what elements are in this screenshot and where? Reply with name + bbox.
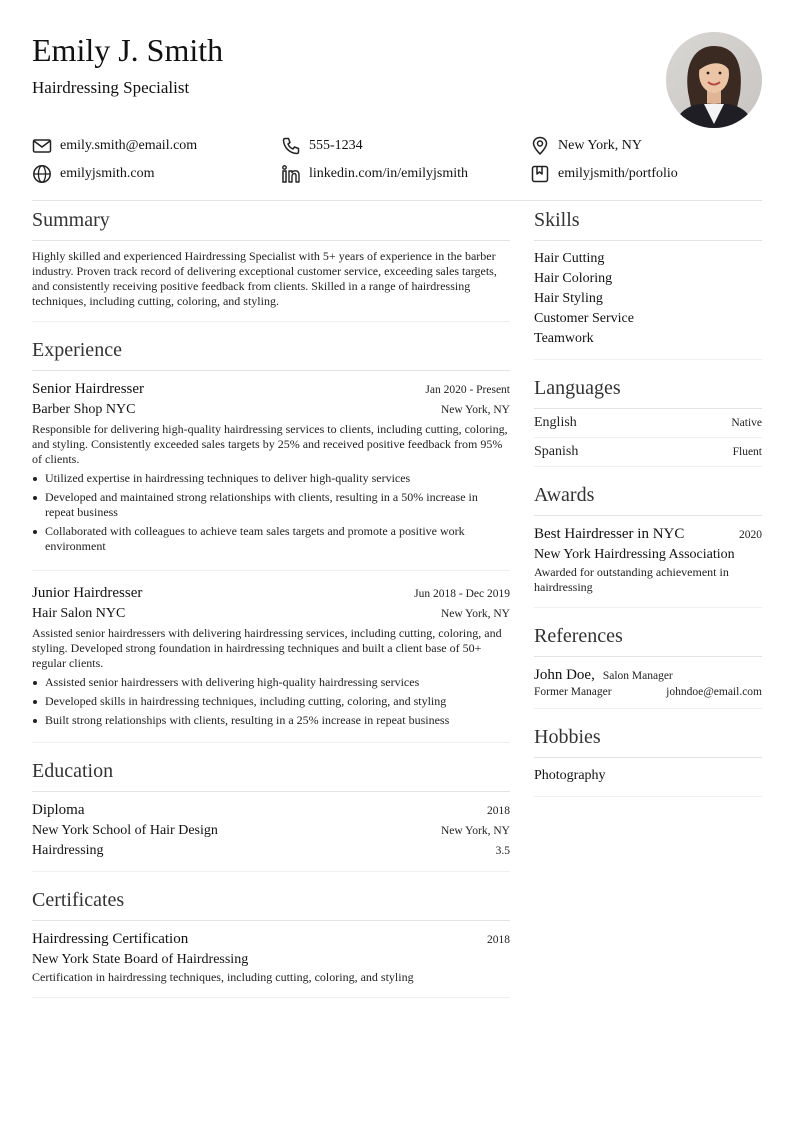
website-text: emilyjsmith.com: [60, 166, 155, 181]
contact-email[interactable]: [32, 134, 197, 158]
references-section: [534, 622, 762, 709]
education-location: New York, NY: [440, 825, 510, 837]
certificate-description: Certification in hairdressing techniques, including cutting, coloring, and styling: [32, 970, 414, 984]
phone-text: 555-1234: [309, 138, 363, 153]
hobbies-title: Hobbies: [534, 723, 762, 758]
summary-text: Highly skilled and experienced Hairdressing Specialist with 5+ years of experience in the barber industry. Proven track record of delivering exceptional customer service, exceeding sales targets, and consistently receiving positive feedback from clients. Skilled in a range of hairdressing techniques, including cutting, coloring, and styling.: [32, 249, 497, 308]
job-bullet: Built strong relationships with clients, resulting in a 25% increase in repeat business: [32, 713, 510, 728]
job-dates: Jan 2020 - Present: [425, 384, 510, 396]
reference-email[interactable]: johndoe@email.com: [666, 686, 762, 698]
job-description: Assisted senior hairdressers with delivering hairdressing services, including cutting, coloring, and styling. Developed strong foundation in hairdressing techniques and built a client base of 50+ regular clients.: [32, 626, 502, 670]
contact-portfolio[interactable]: [530, 162, 678, 186]
reference-name: John Doe,: [534, 667, 595, 683]
education-gpa: 3.5: [495, 845, 510, 857]
experience-item: [32, 379, 510, 571]
job-description: Responsible for delivering high-quality hairdressing services to clients, including cutting, coloring, and styling. Consistently exceeded sales targets by 25% and received positive feedback from 95% of clients.: [32, 422, 508, 466]
languages-title: Languages: [534, 374, 762, 409]
job-bullet: Developed skills in hairdressing techniques, including cutting, coloring, and styling: [32, 694, 510, 709]
resume-page: [32, 0, 762, 1123]
globe-icon: [32, 164, 52, 184]
hobby-item: Photography: [534, 768, 606, 783]
language-name: Spanish: [534, 444, 579, 459]
hobbies-section: [534, 723, 762, 797]
contact-linkedin[interactable]: [281, 162, 468, 186]
header-divider: [32, 200, 762, 201]
skill-item: Hair Coloring: [534, 271, 613, 286]
awards-section: [534, 481, 762, 608]
contact-location: [530, 134, 642, 158]
bookmark-icon: [530, 164, 550, 184]
experience-item: [32, 571, 510, 743]
job-role: Senior Hairdresser: [32, 381, 145, 397]
language-level: Fluent: [732, 446, 762, 458]
job-bullet: Utilized expertise in hairdressing techniques to deliver high-quality services: [32, 471, 510, 486]
references-title: References: [534, 622, 762, 657]
education-year: 2018: [487, 805, 510, 817]
job-bullets: [32, 675, 510, 728]
right-column: [534, 206, 762, 797]
reference-position: Salon Manager: [602, 670, 673, 682]
language-row: [534, 438, 762, 467]
experience-title: Experience: [32, 336, 510, 371]
education-degree: Diploma: [32, 802, 85, 818]
candidate-role: Hairdressing Specialist: [32, 78, 190, 97]
job-location: New York, NY: [440, 404, 510, 416]
reference-relation: Former Manager: [534, 686, 612, 698]
summary-section: [32, 206, 510, 322]
job-bullet: Assisted senior hairdressers with delivering high-quality hairdressing services: [32, 675, 510, 690]
education-title: Education: [32, 757, 510, 792]
skills-section: [534, 206, 762, 360]
skill-item: Teamwork: [534, 331, 594, 346]
experience-section: [32, 336, 510, 743]
job-company: Hair Salon NYC: [32, 606, 126, 621]
linkedin-icon: [281, 164, 301, 184]
certificate-name: Hairdressing Certification: [32, 931, 189, 947]
candidate-name: Emily J. Smith: [32, 32, 224, 68]
job-bullet: Developed and maintained strong relationships with clients, resulting in a 50% increase in repeat business: [32, 490, 510, 520]
language-level: Native: [731, 417, 762, 429]
profile-photo: [666, 32, 762, 128]
map-pin-icon: [530, 136, 550, 156]
skill-item: Hair Styling: [534, 291, 603, 306]
award-issuer: New York Hairdressing Association: [534, 547, 735, 562]
summary-title: Summary: [32, 206, 510, 241]
languages-section: [534, 374, 762, 467]
language-row: [534, 409, 762, 438]
education-field: Hairdressing: [32, 843, 104, 858]
contact-phone[interactable]: [281, 134, 363, 158]
job-dates: Jun 2018 - Dec 2019: [414, 588, 510, 600]
education-school: New York School of Hair Design: [32, 823, 218, 838]
awards-title: Awards: [534, 481, 762, 516]
location-text: New York, NY: [558, 138, 643, 153]
mail-icon: [32, 136, 52, 156]
job-location: New York, NY: [440, 608, 510, 620]
linkedin-text: linkedin.com/in/emilyjsmith: [309, 166, 469, 181]
certificate-year: 2018: [487, 934, 510, 946]
job-bullet: Collaborated with colleagues to achieve team sales targets and promote a positive work environment: [32, 524, 510, 554]
email-text: emily.smith@email.com: [60, 138, 198, 153]
certificates-title: Certificates: [32, 886, 510, 921]
job-bullets: [32, 471, 510, 554]
certificate-issuer: New York State Board of Hairdressing: [32, 952, 249, 967]
award-year: 2020: [739, 529, 762, 541]
job-company: Barber Shop NYC: [32, 402, 136, 417]
skills-title: Skills: [534, 206, 762, 241]
skill-item: Customer Service: [534, 311, 634, 326]
left-column: [32, 206, 510, 998]
award-description: Awarded for outstanding achievement in hairdressing: [534, 565, 729, 594]
skill-item: Hair Cutting: [534, 251, 605, 266]
certificates-section: [32, 886, 510, 998]
portfolio-text: emilyjsmith/portfolio: [558, 166, 678, 181]
language-name: English: [534, 415, 577, 430]
job-role: Junior Hairdresser: [32, 585, 143, 601]
phone-icon: [281, 136, 301, 156]
award-name: Best Hairdresser in NYC: [534, 526, 685, 542]
contact-website[interactable]: [32, 162, 155, 186]
education-section: [32, 757, 510, 872]
